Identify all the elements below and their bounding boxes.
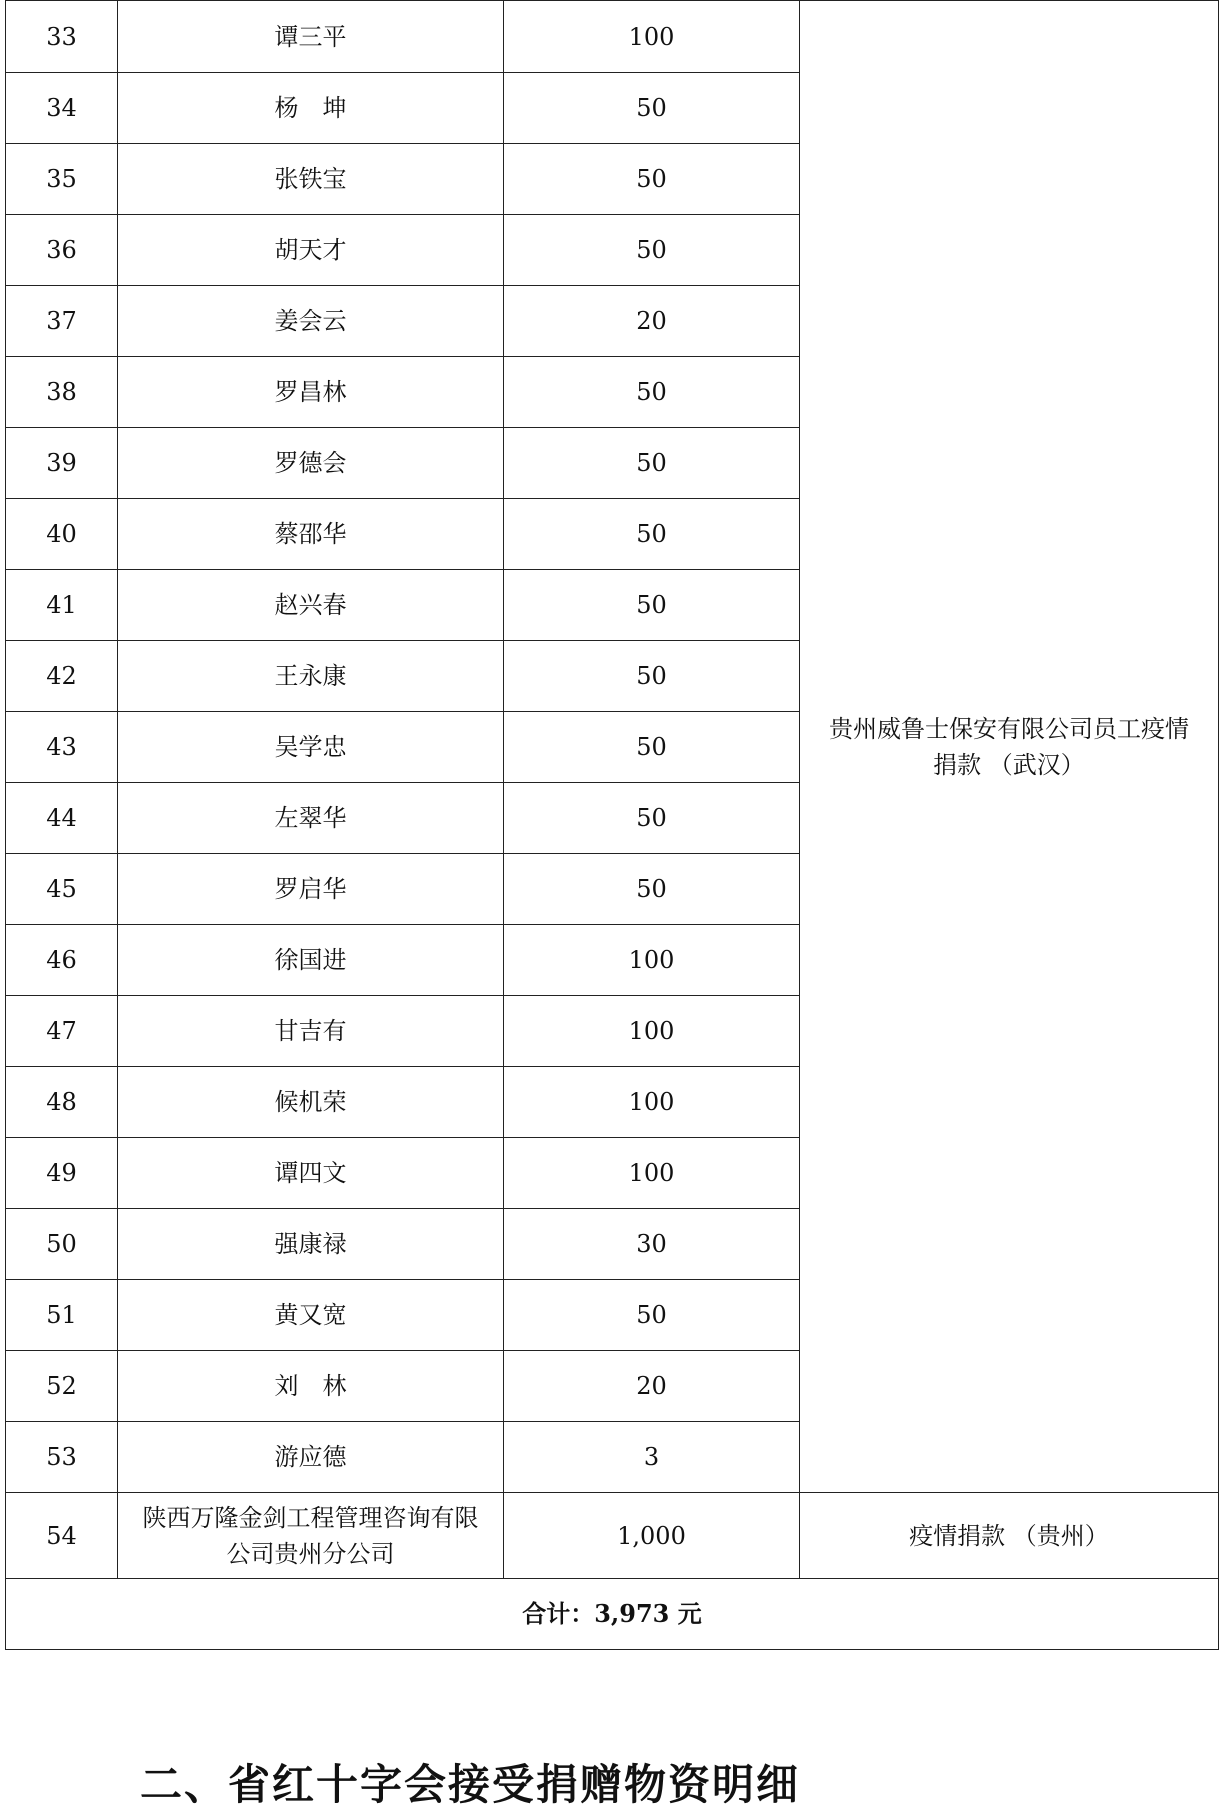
row-number: 40: [6, 499, 118, 570]
donor-name: 罗德会: [118, 428, 504, 499]
donation-amount: 50: [504, 1280, 800, 1351]
donation-amount: 50: [504, 499, 800, 570]
section-heading: 二、省红十字会接受捐赠物资明细: [140, 1760, 801, 1809]
donation-note: 疫情捐款 （贵州）: [800, 1493, 1219, 1579]
row-number: 54: [6, 1493, 118, 1579]
row-number: 38: [6, 357, 118, 428]
donor-name-line2: 公司贵州分公司: [226, 1539, 395, 1568]
donation-amount: 50: [504, 144, 800, 215]
donor-name: 赵兴春: [118, 570, 504, 641]
donor-name: 罗昌林: [118, 357, 504, 428]
donation-amount: 100: [504, 925, 800, 996]
donation-amount: 100: [504, 996, 800, 1067]
row-number: 52: [6, 1351, 118, 1422]
donor-name: 胡天才: [118, 215, 504, 286]
donor-name: 强康禄: [118, 1209, 504, 1280]
donor-name: 蔡邵华: [118, 499, 504, 570]
table-row-company: [6, 1493, 1219, 1579]
donation-amount: 3: [504, 1422, 800, 1493]
donor-name: 姜会云: [118, 286, 504, 357]
donation-amount: 20: [504, 286, 800, 357]
donor-name-company: [118, 1493, 504, 1579]
row-number: 39: [6, 428, 118, 499]
donor-name: 罗启华: [118, 854, 504, 925]
donation-amount: 50: [504, 73, 800, 144]
total-sum: 合计：3,973 元: [6, 1579, 1219, 1650]
row-number: 33: [6, 1, 118, 73]
row-number: 47: [6, 996, 118, 1067]
row-number: 43: [6, 712, 118, 783]
row-number: 48: [6, 1067, 118, 1138]
donation-amount: 100: [504, 1138, 800, 1209]
donor-name: 甘吉有: [118, 996, 504, 1067]
donor-name: 王永康: [118, 641, 504, 712]
row-number: 44: [6, 783, 118, 854]
group-note-line2: 捐款 （武汉）: [933, 750, 1085, 779]
row-number: 49: [6, 1138, 118, 1209]
row-number: 34: [6, 73, 118, 144]
row-number: 41: [6, 570, 118, 641]
row-number: 36: [6, 215, 118, 286]
donation-amount: 50: [504, 215, 800, 286]
donor-name: 刘 林: [118, 1351, 504, 1422]
donation-amount: 50: [504, 428, 800, 499]
row-number: 51: [6, 1280, 118, 1351]
group-note-cell: [800, 1, 1219, 1493]
row-number: 35: [6, 144, 118, 215]
table-total-row: [6, 1579, 1219, 1650]
donor-name-line1: 陕西万隆金剑工程管理咨询有限: [142, 1503, 479, 1532]
donation-amount: 50: [504, 783, 800, 854]
donor-name: 黄又宽: [118, 1280, 504, 1351]
donor-name: 左翠华: [118, 783, 504, 854]
donor-name: 徐国进: [118, 925, 504, 996]
donation-amount: 50: [504, 854, 800, 925]
donation-amount: 50: [504, 570, 800, 641]
group-note-line1: 贵州威鲁士保安有限公司员工疫情: [829, 714, 1189, 743]
donation-amount: 50: [504, 641, 800, 712]
donor-name: 谭三平: [118, 1, 504, 73]
row-number: 45: [6, 854, 118, 925]
row-number: 37: [6, 286, 118, 357]
row-number: 50: [6, 1209, 118, 1280]
donor-name: 张铁宝: [118, 144, 504, 215]
donation-amount: 20: [504, 1351, 800, 1422]
donation-amount: 100: [504, 1067, 800, 1138]
donor-name: 吴学忠: [118, 712, 504, 783]
table-row: [6, 1, 1219, 73]
donor-name: 杨 坤: [118, 73, 504, 144]
donor-name: 候机荣: [118, 1067, 504, 1138]
donor-name: 游应德: [118, 1422, 504, 1493]
donation-table-body: [6, 1, 1219, 1650]
donor-name: 谭四文: [118, 1138, 504, 1209]
donation-amount: 1,000: [504, 1493, 800, 1579]
row-number: 53: [6, 1422, 118, 1493]
donation-amount: 100: [504, 1, 800, 73]
donation-amount: 50: [504, 357, 800, 428]
row-number: 42: [6, 641, 118, 712]
donation-table: [5, 0, 1219, 1650]
donation-amount: 30: [504, 1209, 800, 1280]
row-number: 46: [6, 925, 118, 996]
donation-amount: 50: [504, 712, 800, 783]
